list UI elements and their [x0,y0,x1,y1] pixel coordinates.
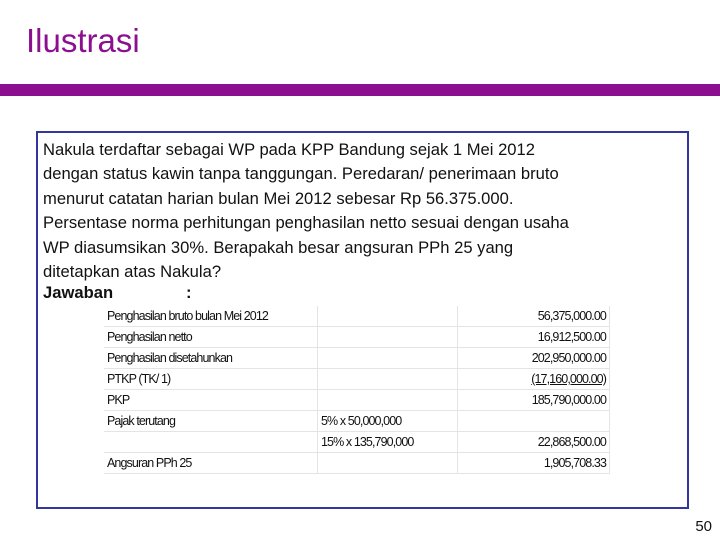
row-formula [318,348,458,369]
row-value [458,327,610,348]
row-label: Penghasilan disetahunkan [104,348,318,369]
row-label: PKP [104,390,318,411]
row-formula [318,369,458,390]
row-value [458,306,610,327]
row-value [458,411,610,432]
row-label [104,432,318,453]
row-label: Pajak terutang [104,411,318,432]
row-value [458,453,610,474]
row-label: PTKP (TK/ 1) [104,369,318,390]
answer-label: Jawaban [43,283,114,302]
row-value [458,369,610,390]
row-label: Penghasilan netto [104,327,318,348]
row-value-text: 202,950,000.00 [531,351,606,365]
table-row [104,453,610,474]
answer-heading [43,283,192,303]
paragraph-line: Nakula terdaftar sebagai WP pada KPP Bandung sejak 1 Mei 2012 [43,140,535,159]
row-value-text: 22,868,500.00 [537,435,606,449]
table-row [104,306,610,327]
row-value-text: 1,905,708.33 [543,456,606,470]
table-row [104,411,610,432]
page-number: 50 [695,518,712,535]
paragraph-line: ditetapkan atas Nakula? [43,262,222,282]
question-paragraph [43,138,683,284]
calculation-table [104,306,610,474]
paragraph-line: dengan status kawin tanpa tanggungan. Peredaran/ penerimaan bruto [43,164,559,184]
row-formula [318,327,458,348]
row-value-text: 16,912,500.00 [537,330,606,344]
title-divider-bar [0,84,720,96]
table-row [104,390,610,411]
row-value [458,432,610,453]
row-formula: 15% x 135,790,000 [318,432,458,453]
table-row [104,327,610,348]
paragraph-line: Persentase norma perhitungan penghasilan netto sesuai dengan usaha [43,213,569,233]
slide-title: Ilustrasi [26,22,140,59]
row-formula [318,390,458,411]
answer-colon: : [186,283,192,302]
table-row [104,369,610,390]
paragraph-line: menurut catatan harian bulan Mei 2012 sebesar Rp 56.375.000. [43,188,514,208]
row-value [458,390,610,411]
row-formula: 5% x 50,000,000 [318,411,458,432]
row-value-text: (17,160,000.00) [531,372,606,386]
row-value-text: 56,375,000.00 [537,309,606,323]
table-row [104,348,610,369]
table-row [104,432,610,453]
paragraph-line: WP diasumsikan 30%. Berapakah besar angsuran PPh 25 yang [43,237,514,257]
row-value [458,348,610,369]
row-formula [318,306,458,327]
row-formula [318,453,458,474]
row-label: Angsuran PPh 25 [104,453,318,474]
row-value-text: 185,790,000.00 [531,393,606,407]
row-label: Penghasilan bruto bulan Mei 2012 [104,306,318,327]
